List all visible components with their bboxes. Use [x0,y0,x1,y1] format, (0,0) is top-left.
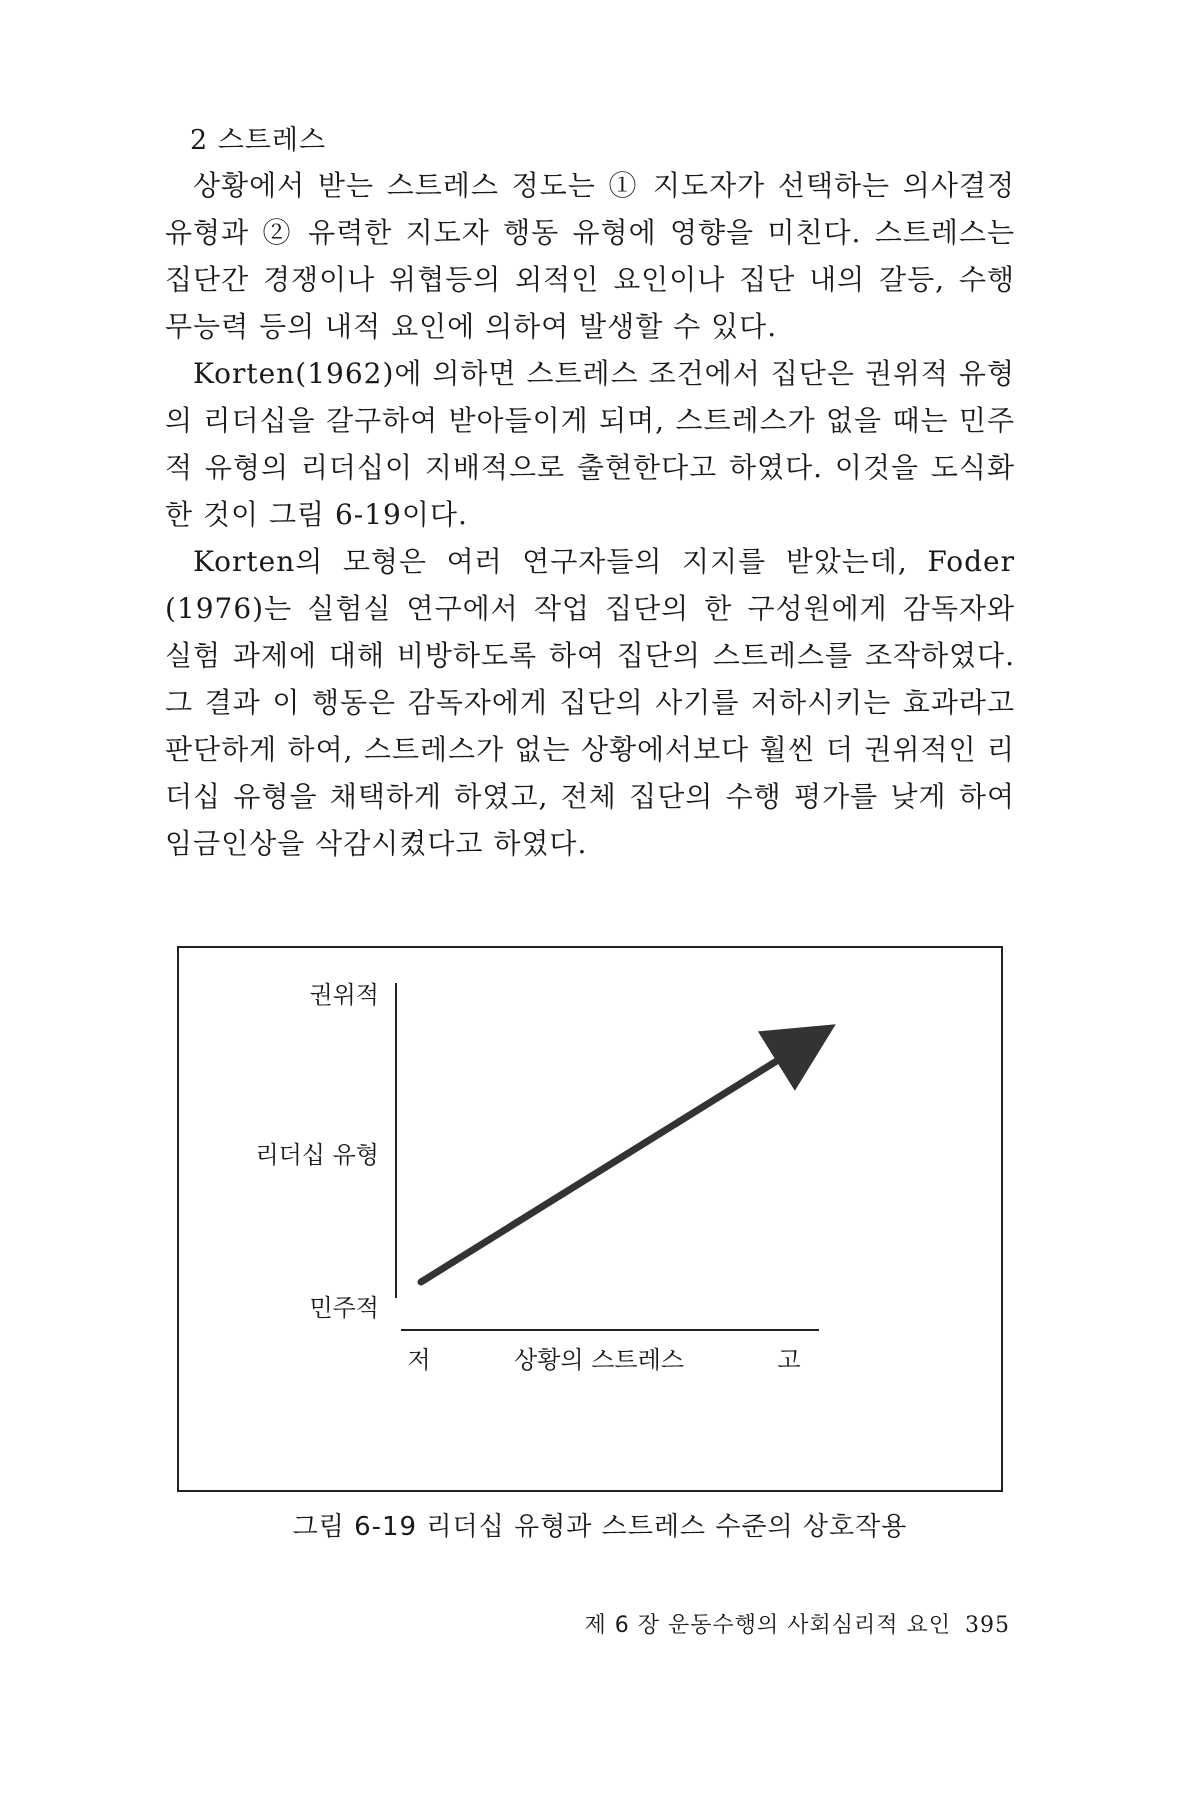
paragraph-3: Korten의 모형은 여러 연구자들의 지지를 받았는데, Foder (1976)는 실험실 연구에서 작업 집단의 한 구성원에게 감독자와 실험 과제에 대해 비방하도록 하여 집단의 스트레스를 조작하였다. 그 결과 이 행동은 감독자에게 집단의 사기를 저하시키는 효과라고 판단하게 하여, 스트레스가 없는 상황에서보다 훨씬 더 권위적인 리더십 유형을 채택하게 하였고, 전체 집단의 수행 평가를 낮게 하여 임금인상을 삭감시켰다고 하였다. [165,545,1015,860]
paragraph-1: 상황에서 받는 스트레스 정도는 ① 지도자가 선택하는 의사결정 유형과 ② 유력한 지도자 행동 유형에 영향을 미친다. 스트레스는 집단간 경쟁이나 위협등의 외적인 요인이나 집단 내의 갈등, 수행 무능력 등의 내적 요인에 의하여 발생할 수 있다. [165,169,1015,343]
x-tick-label-low: 저 [407,1346,431,1374]
y-tick-label-democratic: 민주적 [309,1294,379,1322]
x-tick-label-high: 고 [777,1346,801,1374]
y-tick-label-authoritarian: 권위적 [309,981,379,1009]
figure-leadership-stress [177,946,1003,1492]
body-text [165,162,1015,867]
trend-arrow-line [421,1039,812,1282]
running-head: 제 6 장 운동수행의 사회심리적 요인 [584,1613,951,1638]
x-axis-title: 상황의 스트레스 [514,1346,684,1374]
section-heading: 2 스트레스 [190,125,327,156]
page-footer [585,1608,1011,1639]
figure-caption: 그림 6-19 리더십 유형과 스트레스 수준의 상호작용 [292,1512,908,1542]
paragraph-2: Korten(1962)에 의하면 스트레스 조건에서 집단은 권위적 유형의 리더십을 갈구하여 받아들이게 되며, 스트레스가 없을 때는 민주적 유형의 리더십이 지배적으로 출현한다고 하였다. 이것을 도식화한 것이 그림 6-19이다. [165,357,1015,531]
leadership-stress-chart [179,948,1001,1490]
page-number: 395 [965,1613,1010,1638]
y-axis-title: 리더십 유형 [255,1141,379,1169]
